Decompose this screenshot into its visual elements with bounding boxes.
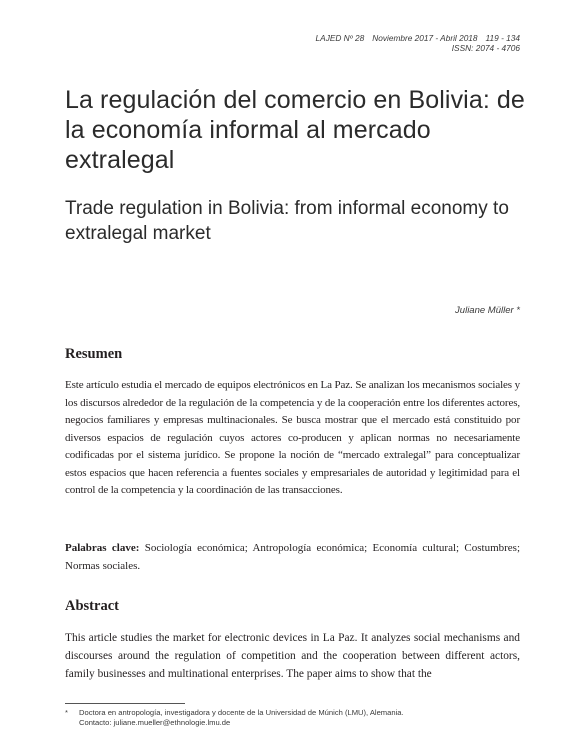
resumen-heading: Resumen <box>65 346 123 362</box>
journal-period: Noviembre 2017 - Abril 2018 <box>372 33 478 43</box>
header-line-1 <box>316 33 520 43</box>
title-english: Trade regulation in Bolivia: from informal economy to extralegal market <box>65 198 509 244</box>
footnote <box>65 708 525 728</box>
footnote-line-1 <box>65 708 525 718</box>
abstract-body: This article studies the market for electronic devices in La Paz. It analyzes social mechanisms and discourses around the regulation of competition and the cooperation between different actors, family businesses and multinational enterprises. The paper aims to show that the <box>65 632 520 680</box>
keywords-label: Palabras clave: <box>65 542 140 554</box>
footnote-divider <box>65 703 185 704</box>
journal-issue: LAJED Nº 28 <box>315 33 365 43</box>
keywords-list: Sociología económica; Antropología económica; Economía cultural; Costumbres; Normas sociales. <box>65 542 521 572</box>
author-name: Juliane Müller * <box>455 305 520 316</box>
keywords <box>65 540 520 575</box>
page-range: 119 - 134 <box>485 33 520 43</box>
footnote-marker: * <box>65 708 68 717</box>
title-spanish: La regulación del comercio en Bolivia: de la economía informal al mercado extralegal <box>65 86 525 174</box>
issn: ISSN: 2074 - 4706 <box>451 43 520 53</box>
abstract-heading: Abstract <box>65 598 119 614</box>
running-header <box>316 33 520 53</box>
resumen-body: Este artículo estudia el mercado de equipos electrónicos en La Paz. Se analizan los mecanismos sociales y los discursos alrededor de la regulación de la competencia y de la cooperación entre los diferentes actores, negocios familiares y empresas multinacionales. Se busca mostrar que el mercado está constituido por diversos espacios de regulación cuyos actores co-producen y aplican normas no necesariamente codificadas por el sistema jurídico. Se propone la noción de “mercado extralegal” para conceptualizar estos espacios que hacen referencia a fuentes sociales y empresariales de autoridad y legitimidad para el control de la competencia y la coordinación de las transacciones. <box>65 379 520 496</box>
footnote-contact: Contacto: juliane.mueller@ethnologie.lmu.de <box>79 718 231 727</box>
footnote-affiliation: Doctora en antropología, investigadora y docente de la Universidad de Múnich (LMU), Alemania. <box>79 708 404 717</box>
